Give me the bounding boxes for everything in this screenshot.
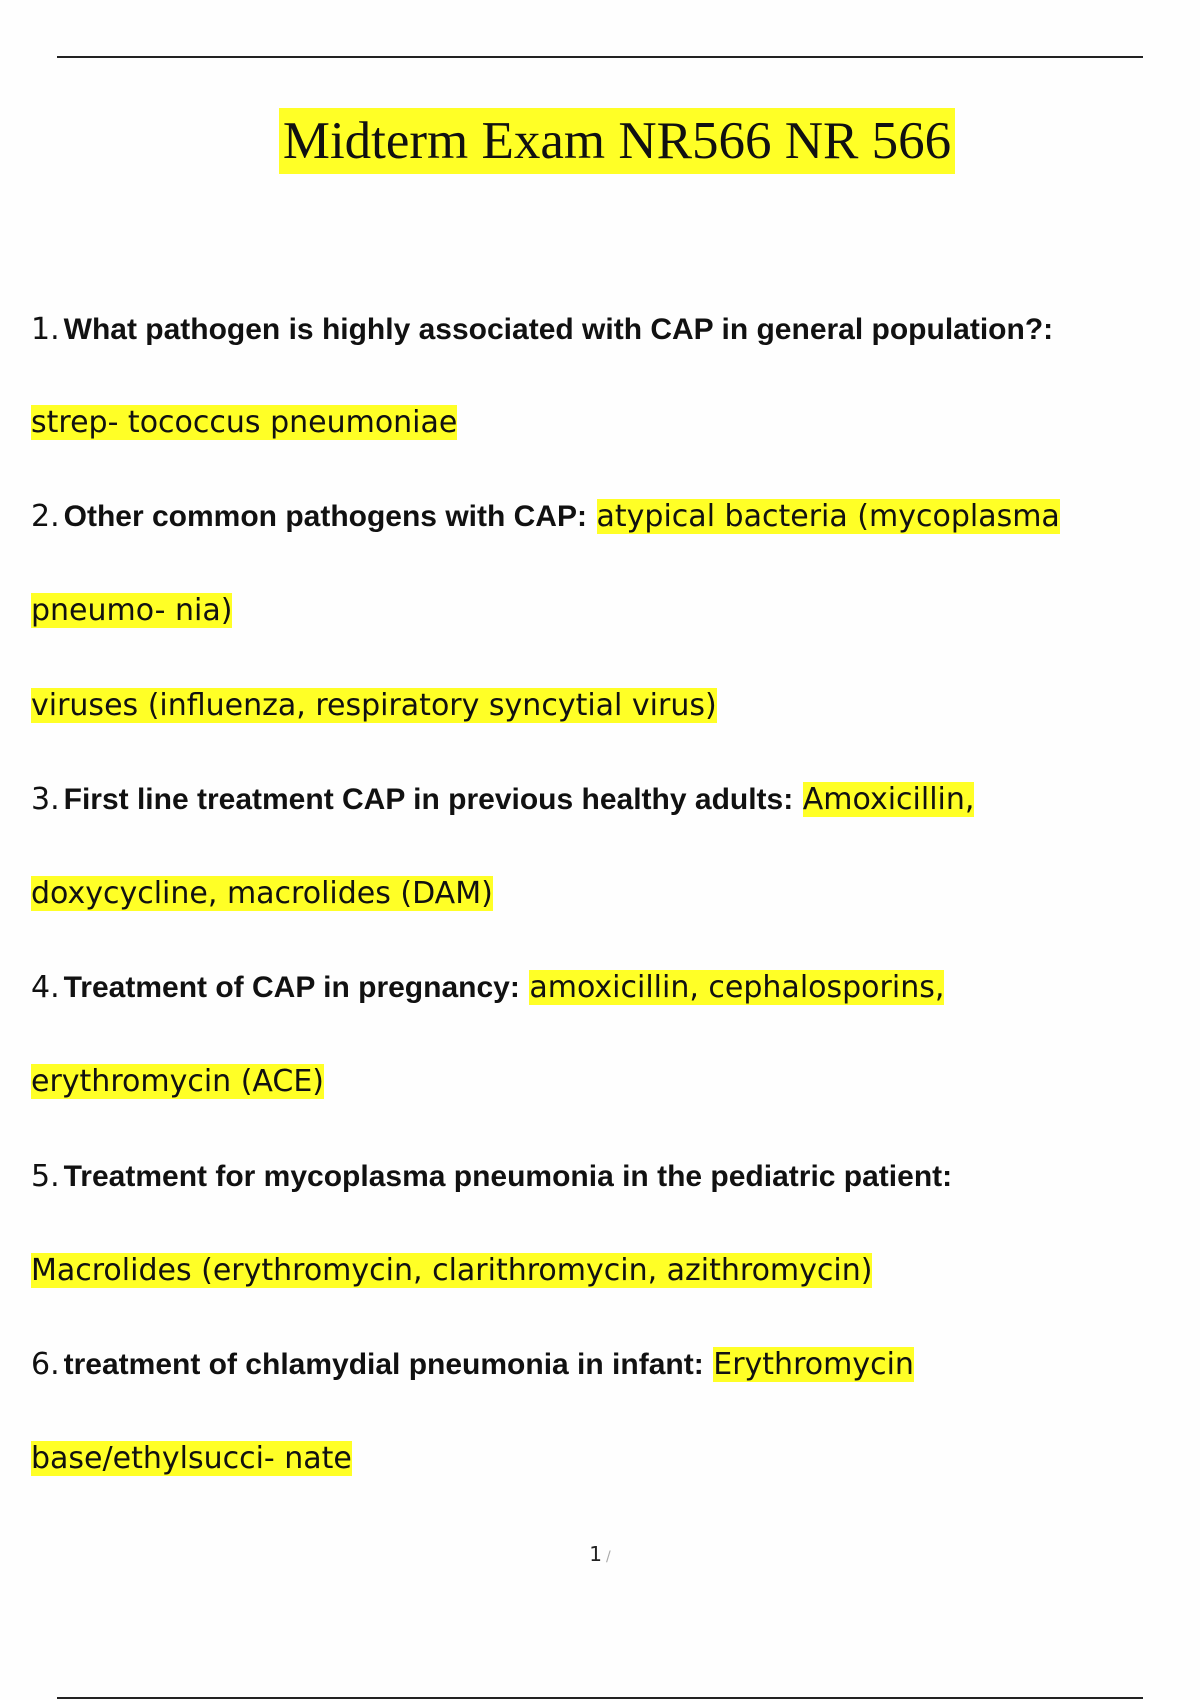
question-5 [31, 1157, 952, 1197]
answer-1-line-1 [31, 403, 457, 443]
question-number: 4. [31, 970, 60, 1005]
page-number [0, 1542, 1200, 1566]
question-number: 6. [31, 1347, 60, 1382]
question-4 [31, 968, 944, 1008]
answer-text: base/ethylsucci- nate [31, 1441, 352, 1476]
question-text: Treatment for mycoplasma pneumonia in the pediatric patient: [63, 1160, 953, 1193]
answer-text: strep- tococcus pneumoniae [31, 405, 458, 440]
answer-inline: Erythromycin [713, 1347, 914, 1382]
page-number-value: 1 [589, 1542, 602, 1566]
question-text: What pathogen is highly associated with CAP in general population?: [63, 313, 1054, 346]
answer-inline: Amoxicillin, [802, 782, 975, 817]
question-1 [31, 310, 1053, 350]
question-text: Treatment of CAP in pregnancy: [63, 971, 520, 1004]
question-number: 5. [31, 1159, 60, 1194]
question-number: 1. [31, 312, 60, 347]
question-2 [31, 497, 1060, 537]
document-title: Midterm Exam NR566 NR 566 [279, 108, 955, 174]
answer-text: erythromycin (ACE) [31, 1064, 325, 1099]
answer-2-line-1 [31, 591, 232, 631]
answer-text: viruses (influenza, respiratory syncytial virus) [31, 688, 717, 723]
answer-text: Macrolides (erythromycin, clarithromycin, azithromycin) [31, 1253, 873, 1288]
question-number: 2. [31, 499, 60, 534]
question-6 [31, 1345, 914, 1385]
question-text: treatment of chlamydial pneumonia in infant: [63, 1348, 704, 1381]
question-number: 3. [31, 782, 60, 817]
title-block [0, 108, 1200, 174]
answer-2-line-2 [31, 686, 717, 726]
question-text: Other common pathogens with CAP: [63, 500, 587, 533]
question-3 [31, 780, 974, 820]
question-text: First line treatment CAP in previous healthy adults: [63, 783, 794, 816]
bottom-rule [57, 1697, 1143, 1699]
answer-text: doxycycline, macrolides (DAM) [31, 876, 493, 911]
answer-inline: atypical bacteria (mycoplasma [596, 499, 1060, 534]
top-rule [57, 56, 1143, 58]
answer-text: pneumo- nia) [31, 593, 233, 628]
answer-inline: amoxicillin, cephalosporins, [529, 970, 945, 1005]
answer-5-line-1 [31, 1251, 872, 1291]
answer-6-line-1 [31, 1439, 352, 1479]
answer-4-line-1 [31, 1062, 324, 1102]
answer-3-line-1 [31, 874, 493, 914]
page-separator: / [606, 1549, 611, 1565]
